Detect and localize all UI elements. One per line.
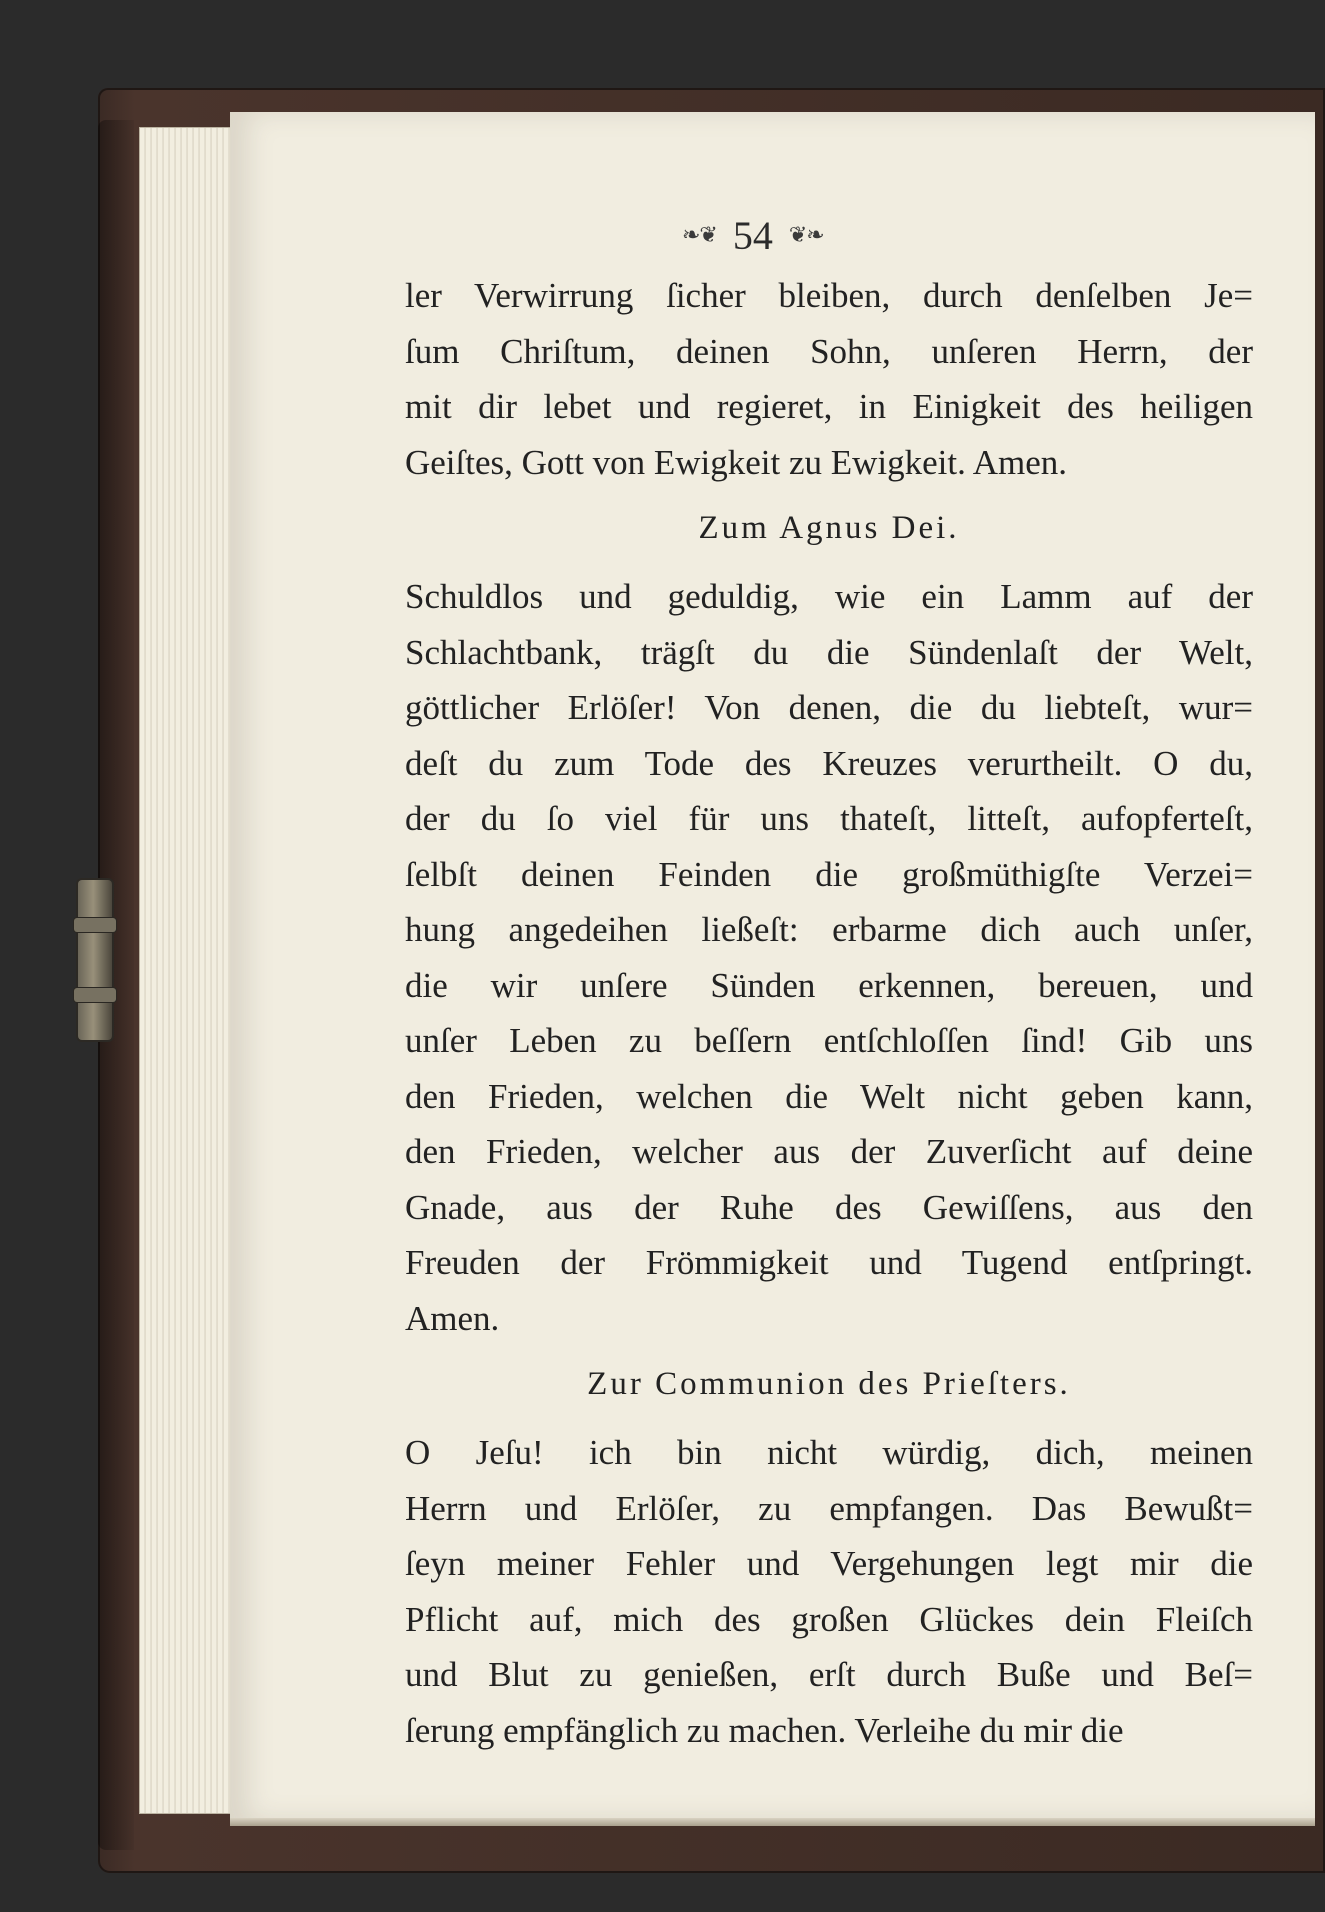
book-clasp [78,880,112,1040]
text-line: unſer Leben zu beſſern entſchloſſen ſind! Gib uns [405,1021,1253,1060]
text-line: hung angedeihen ließeſt: erbarme dich auch unſer, [405,910,1253,949]
text-line: die wir unſere Sünden erkennen, bereuen, und [405,965,1253,1005]
page-bottom-edge [230,1818,1315,1826]
text-line: ſeyn meiner Fehler und Vergehungen legt mir die [405,1544,1253,1583]
page-edges [140,128,235,1813]
text-line: und Blut zu genießen, erſt durch Buße und Beſ= [405,1655,1253,1694]
page-text [405,268,1253,1758]
text-line: Gnade, aus der Ruhe des Gewiſſens, aus den [405,1187,1253,1227]
page-header [682,210,824,260]
text-line: Schuldlos und geduldig, wie ein Lamm auf der [405,577,1253,616]
text-line: ſerung empfänglich zu machen. Verleihe du mir die [405,1710,1124,1750]
text-line: deſt du zum Tode des Kreuzes verurtheilt. O du, [405,743,1253,783]
text-line: O Jeſu! ich bin nicht würdig, dich, meinen [405,1433,1253,1472]
text-line: Geiſtes, Gott von Ewigkeit zu Ewigkeit. Amen. [405,442,1067,482]
text-line: den Frieden, welcher aus der Zuverſicht auf deine [405,1132,1253,1171]
text-line: Pflicht auf, mich des großen Glückes dein Fleiſch [405,1599,1253,1639]
text-line: ler Verwirrung ſicher bleiben, durch denſelben Je= [405,276,1253,315]
text-line: Amen. [405,1298,500,1338]
text-line: ſelbſt deinen Feinden die großmüthigſte Verzei= [405,854,1253,894]
text-line: ſum Chriſtum, deinen Sohn, unſeren Herrn, der [405,331,1253,371]
section-heading-agnus-dei: Zum Agnus Dei. [698,510,960,546]
section-heading-communion: Zur Communion des Prieſters. [587,1366,1071,1402]
ornament-left-icon: ❧❦ [682,222,717,248]
text-line: göttlicher Erlöſer! Von denen, die du liebteſt, wur= [405,688,1253,727]
text-line: mit dir lebet und regieret, in Einigkeit des heiligen [405,387,1253,426]
text-line: den Frieden, welchen die Welt nicht geben kann, [405,1076,1253,1116]
text-line: Schlachtbank, trägſt du die Sündenlaſt der Welt, [405,632,1253,672]
text-line: Freuden der Frömmigkeit und Tugend entſpringt. [405,1243,1253,1282]
text-line: der du ſo viel für uns thateſt, litteſt, aufopferteſt, [405,799,1253,838]
text-line: Herrn und Erlöſer, zu empfangen. Das Bewußt= [405,1488,1253,1528]
page-number: 54 [732,212,773,258]
ornament-right-icon: ❦❧ [788,222,824,248]
